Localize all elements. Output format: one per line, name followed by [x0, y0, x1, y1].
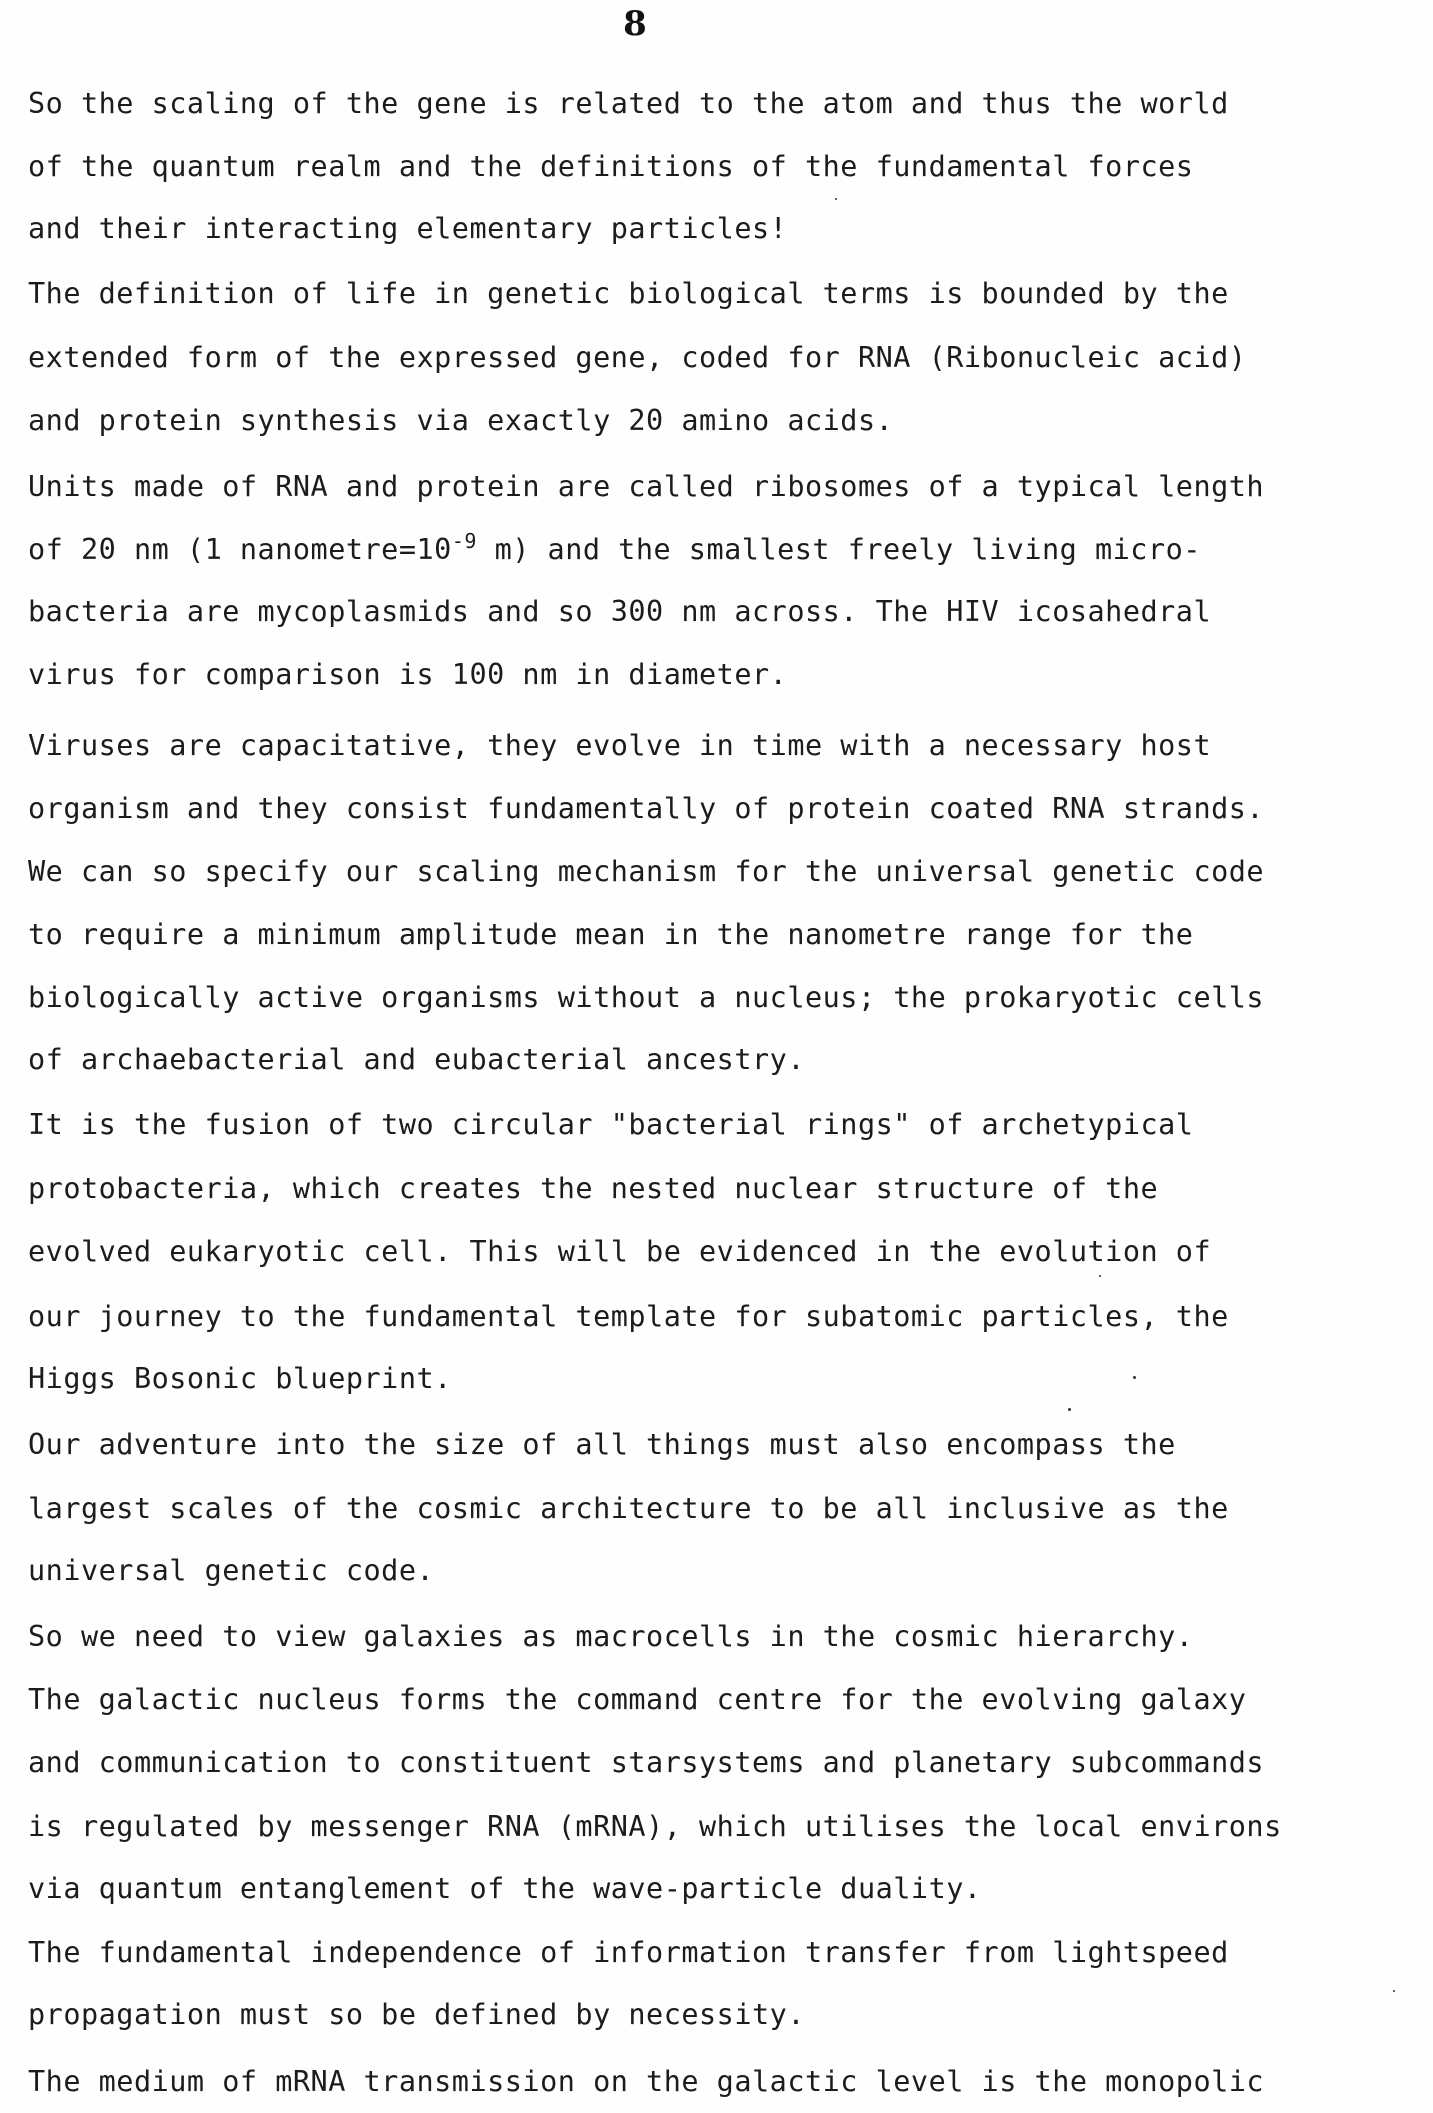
text-line: virus for comparison is 100 nm in diameter.: [28, 658, 788, 691]
text-line: to require a minimum amplitude mean in the nanometre range for the: [28, 918, 1194, 951]
text-line: is regulated by messenger RNA (mRNA), which utilises the local environs: [28, 1810, 1282, 1843]
ink-speck: [835, 198, 837, 200]
text-line: So we need to view galaxies as macrocells in the cosmic hierarchy.: [28, 1620, 1194, 1653]
text-line: of the quantum realm and the definitions of the fundamental forces: [28, 150, 1194, 183]
text-line: Units made of RNA and protein are called ribosomes of a typical length: [28, 470, 1265, 503]
text-line: via quantum entanglement of the wave-particle duality.: [28, 1872, 982, 1905]
ink-speck: [1393, 1990, 1395, 1992]
text-line: evolved eukaryotic cell. This will be evidenced in the evolution of: [28, 1235, 1212, 1268]
page-number: 8: [623, 4, 647, 44]
text-line: propagation must so be defined by necessity.: [28, 1998, 805, 2031]
text-line: and their interacting elementary particles!: [28, 212, 788, 245]
text-line: biologically active organisms without a nucleus; the prokaryotic cells: [28, 981, 1265, 1014]
ink-speck: [1068, 1408, 1071, 1411]
text-line: largest scales of the cosmic architecture to be all inclusive as the: [28, 1492, 1229, 1525]
text-line: and communication to constituent starsystems and planetary subcommands: [28, 1746, 1265, 1779]
text-line: So the scaling of the gene is related to the atom and thus the world: [28, 87, 1229, 120]
text-line: We can so specify our scaling mechanism for the universal genetic code: [28, 855, 1265, 888]
text-line: Viruses are capacitative, they evolve in time with a necessary host: [28, 729, 1212, 762]
text-line: The galactic nucleus forms the command centre for the evolving galaxy: [28, 1683, 1247, 1716]
text-line: universal genetic code.: [28, 1554, 435, 1587]
text-line-with-exponent: [28, 529, 1201, 566]
ink-speck: [1133, 1376, 1136, 1379]
text-line: of archaebacterial and eubacterial ancestry.: [28, 1043, 805, 1076]
text-line: organism and they consist fundamentally of protein coated RNA strands.: [28, 792, 1265, 825]
ink-speck: [1099, 1275, 1101, 1277]
text-line: The definition of life in genetic biological terms is bounded by the: [28, 277, 1229, 310]
text-line: and protein synthesis via exactly 20 amino acids.: [28, 404, 894, 437]
text-line: bacteria are mycoplasmids and so 300 nm across. The HIV icosahedral: [28, 595, 1212, 628]
text-line: Our adventure into the size of all things must also encompass the: [28, 1428, 1176, 1461]
text-segment: of 20 nm (1 nanometre=10: [28, 533, 452, 566]
text-line: extended form of the expressed gene, coded for RNA (Ribonucleic acid): [28, 341, 1247, 374]
text-line: The fundamental independence of information transfer from lightspeed: [28, 1936, 1229, 1969]
text-line: our journey to the fundamental template for subatomic particles, the: [28, 1300, 1229, 1333]
text-line: Higgs Bosonic blueprint.: [28, 1362, 452, 1395]
text-line: The medium of mRNA transmission on the galactic level is the monopolic: [28, 2065, 1265, 2098]
exponent: -9: [451, 529, 477, 553]
text-segment: m) and the smallest freely living micro-: [476, 533, 1201, 566]
text-line: protobacteria, which creates the nested nuclear structure of the: [28, 1172, 1159, 1205]
text-line: It is the fusion of two circular "bacterial rings" of archetypical: [28, 1108, 1194, 1141]
